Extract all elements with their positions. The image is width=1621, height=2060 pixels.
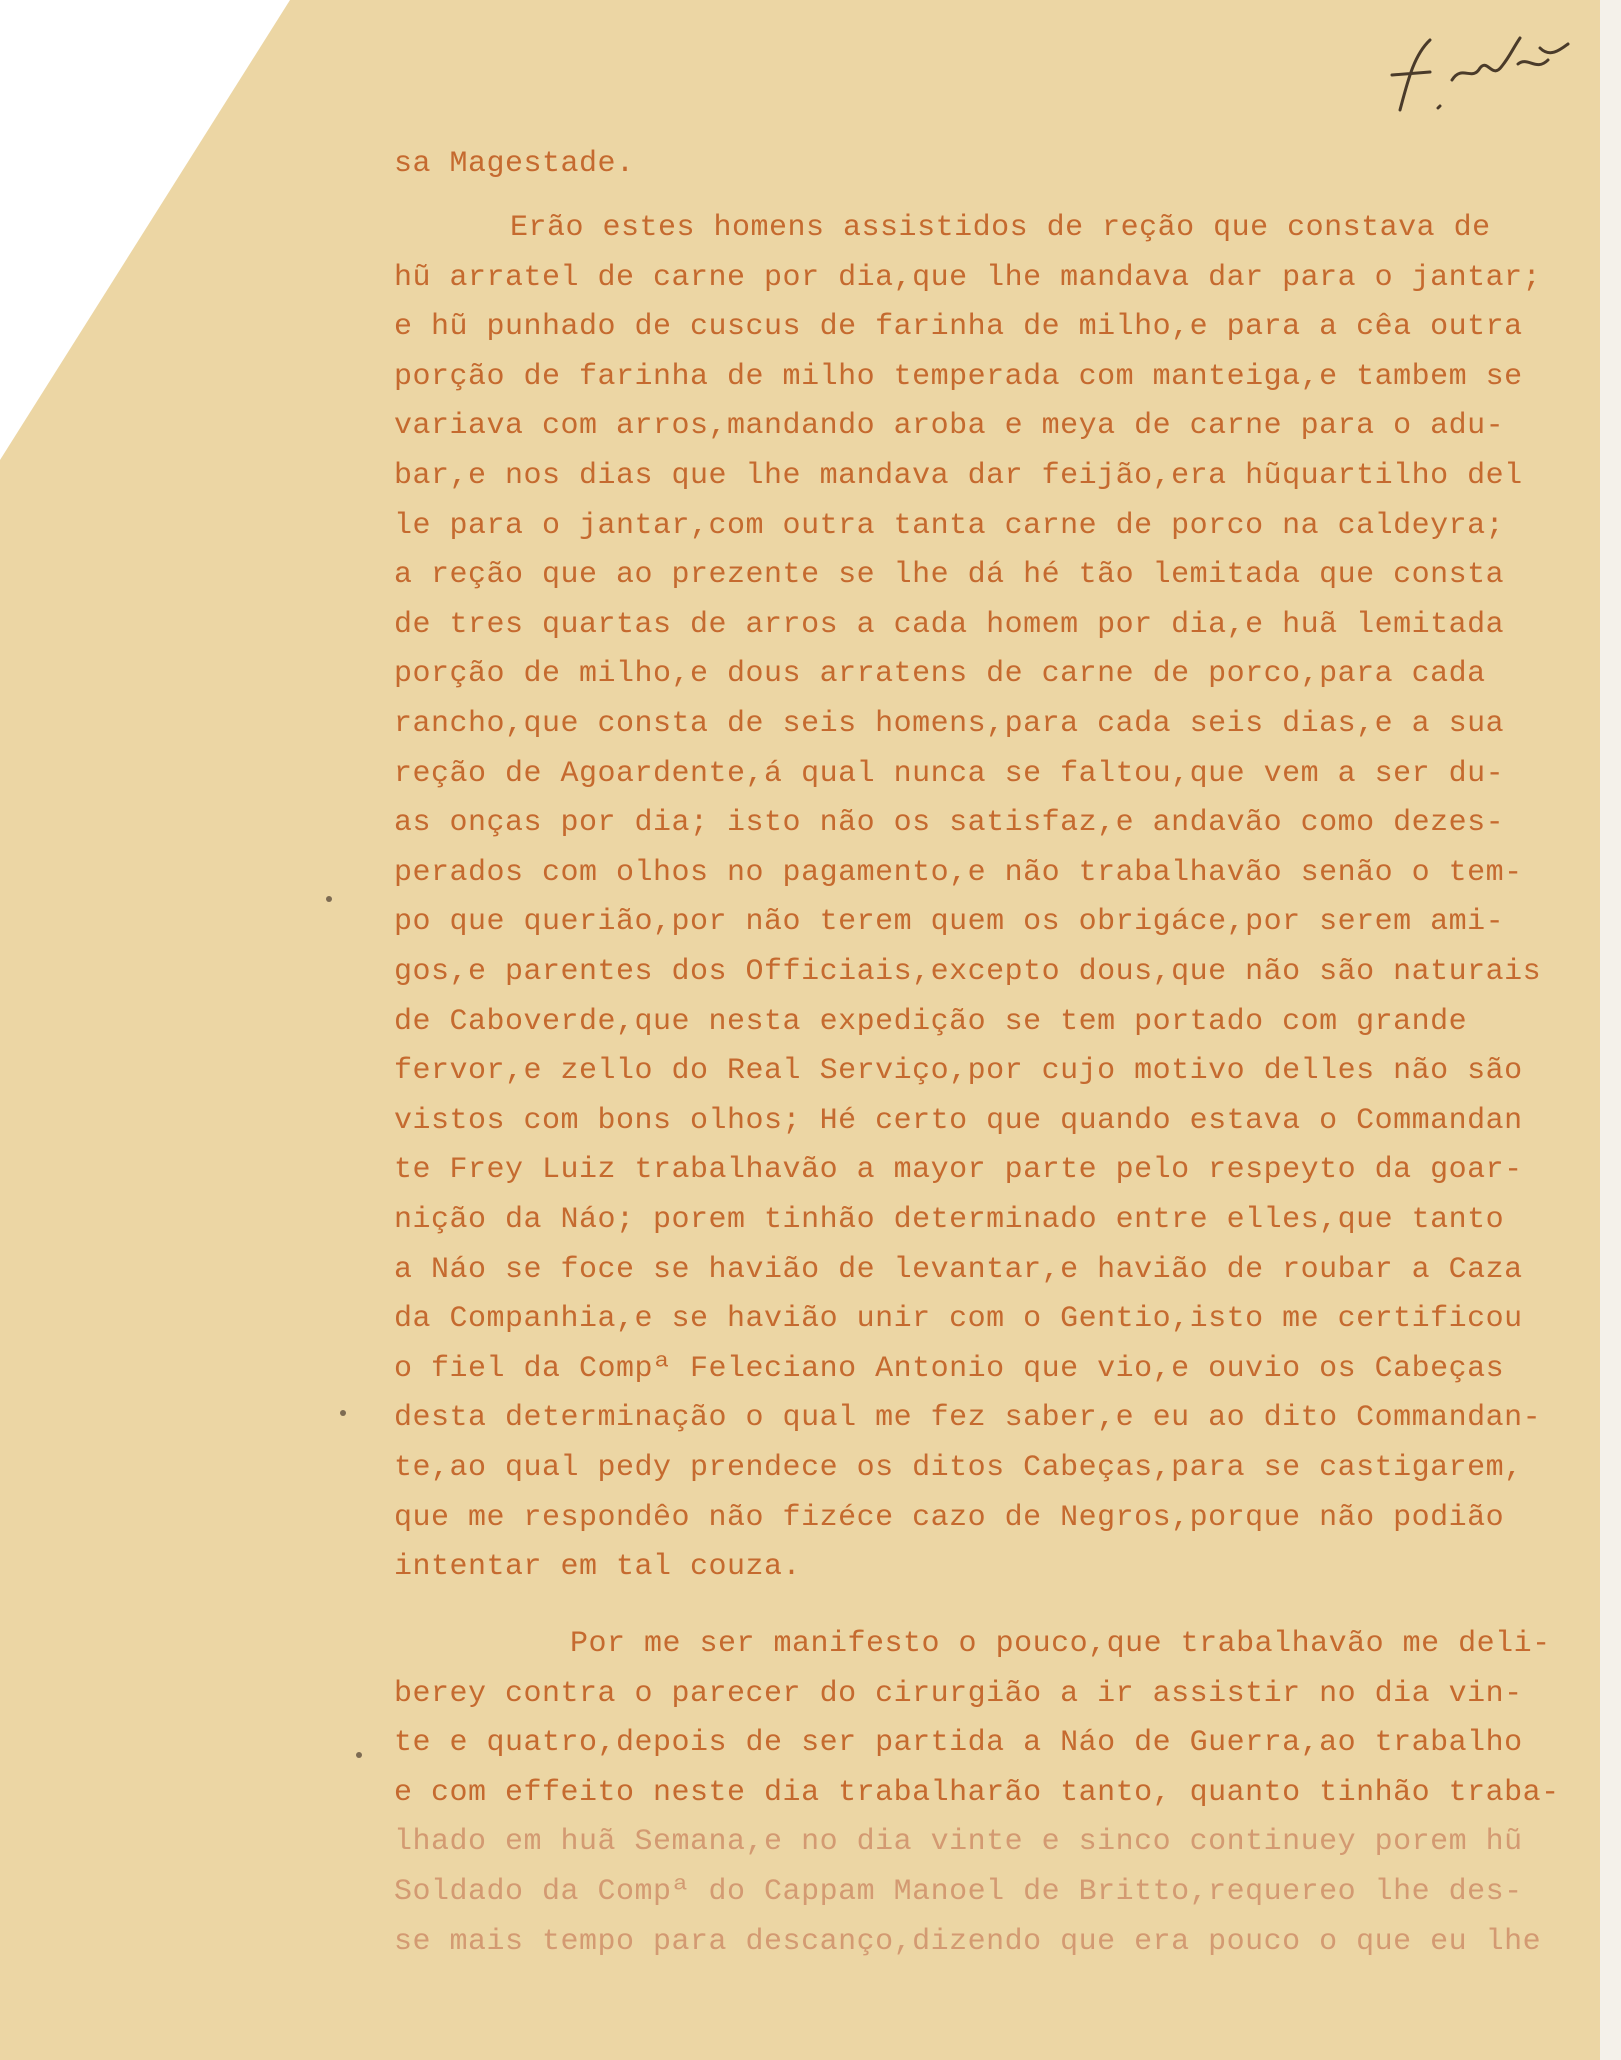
text-line: perados com olhos no pagamento,e não trabalhavão senão o tem- bbox=[394, 855, 1523, 890]
text-line: o fiel da Compª Feleciano Antonio que vio,e ouvio os Cabeças bbox=[394, 1351, 1505, 1386]
speck bbox=[340, 1410, 346, 1416]
text-line: nição da Náo; porem tinhão determinado entre elles,que tanto bbox=[394, 1203, 1505, 1237]
text-line: le para o jantar,com outra tanta carne de porco na caldeyra; bbox=[394, 508, 1505, 543]
text-line: te e quatro,depois de ser partida a Náo de Guerra,ao trabalho bbox=[394, 1726, 1523, 1761]
text-line: vistos com bons olhos; Hé certo que quando estava o Commandan bbox=[394, 1103, 1523, 1138]
speck bbox=[326, 896, 332, 902]
text-line: de Caboverde,que nesta expedição se tem portado com grande bbox=[394, 1004, 1468, 1039]
page-edge bbox=[1600, 0, 1621, 2060]
text-line: variava com arros,mandando aroba e meya de carne para o adu- bbox=[394, 409, 1505, 444]
text-line: fervor,e zello do Real Serviço,por cujo motivo delles não são bbox=[394, 1054, 1523, 1089]
text-line: lhado em huã Semana,e no dia vinte e sinco continuey porem hũ bbox=[394, 1825, 1523, 1860]
text-line: e hũ punhado de cuscus de farinha de milho,e para a cêa outra bbox=[394, 310, 1523, 345]
handwritten-signature bbox=[1380, 20, 1580, 130]
text-line: reção de Agoardente,á qual nunca se faltou,que vem a ser du- bbox=[394, 756, 1505, 791]
text-line: da Companhia,e se havião unir com o Gentio,isto me certificou bbox=[394, 1302, 1523, 1337]
text-line: hũ arratel de carne por dia,que lhe mandava dar para o jantar; bbox=[394, 260, 1542, 295]
text-line: a reção que ao prezente se lhe dá hé tão lemitada que consta bbox=[394, 558, 1505, 593]
text-line: rancho,que consta de seis homens,para cada seis dias,e a sua bbox=[394, 707, 1505, 741]
text-line: Por me ser manifesto o pouco,que trabalhavão me deli- bbox=[570, 1627, 1551, 1661]
text-line: que me respondêo não fizéce cazo de Negros,porque não podião bbox=[394, 1500, 1505, 1535]
text-line: te Frey Luiz trabalhavão a mayor parte pelo respeyto da goar- bbox=[394, 1153, 1523, 1188]
text-line: gos,e parentes dos Officiais,excepto dous,que não são naturais bbox=[394, 955, 1542, 989]
text-line: de tres quartas de arros a cada homem por dia,e huã lemitada bbox=[394, 607, 1505, 642]
text-line: te,ao qual pedy prendece os ditos Cabeças,para se castigarem, bbox=[394, 1451, 1523, 1485]
text-line: e com effeito neste dia trabalharão tanto, quanto tinhão traba- bbox=[394, 1775, 1560, 1810]
text-line: Erão estes homens assistidos de reção que constava de bbox=[510, 211, 1491, 245]
text-line: porção de farinha de milho temperada com manteiga,e tambem se bbox=[394, 359, 1523, 394]
speck bbox=[356, 1752, 362, 1758]
text-line: porção de milho,e dous arratens de carne de porco,para cada bbox=[394, 657, 1486, 692]
text-line: a Náo se foce se havião de levantar,e havião de roubar a Caza bbox=[394, 1252, 1523, 1287]
text-line: berey contra o parecer do cirurgião a ir assistir no dia vin- bbox=[394, 1676, 1523, 1711]
text-line: bar,e nos dias que lhe mandava dar feijão,era hũquartilho del bbox=[394, 459, 1523, 493]
text-line: se mais tempo para descanço,dizendo que era pouco o que eu lhe bbox=[394, 1924, 1542, 1959]
text-line: po que querião,por não terem quem os obrigáce,por serem ami- bbox=[394, 905, 1505, 940]
text-line: desta determinação o qual me fez saber,e eu ao dito Commandan- bbox=[394, 1401, 1542, 1436]
text-line: sa Magestade. bbox=[394, 147, 635, 181]
text-line: Soldado da Compª do Cappam Manoel de Britto,requereo lhe des- bbox=[394, 1875, 1523, 1909]
text-line: as onças por dia; isto não os satisfaz,e andavão como dezes- bbox=[394, 806, 1505, 841]
text-line: intentar em tal couza. bbox=[394, 1550, 802, 1585]
